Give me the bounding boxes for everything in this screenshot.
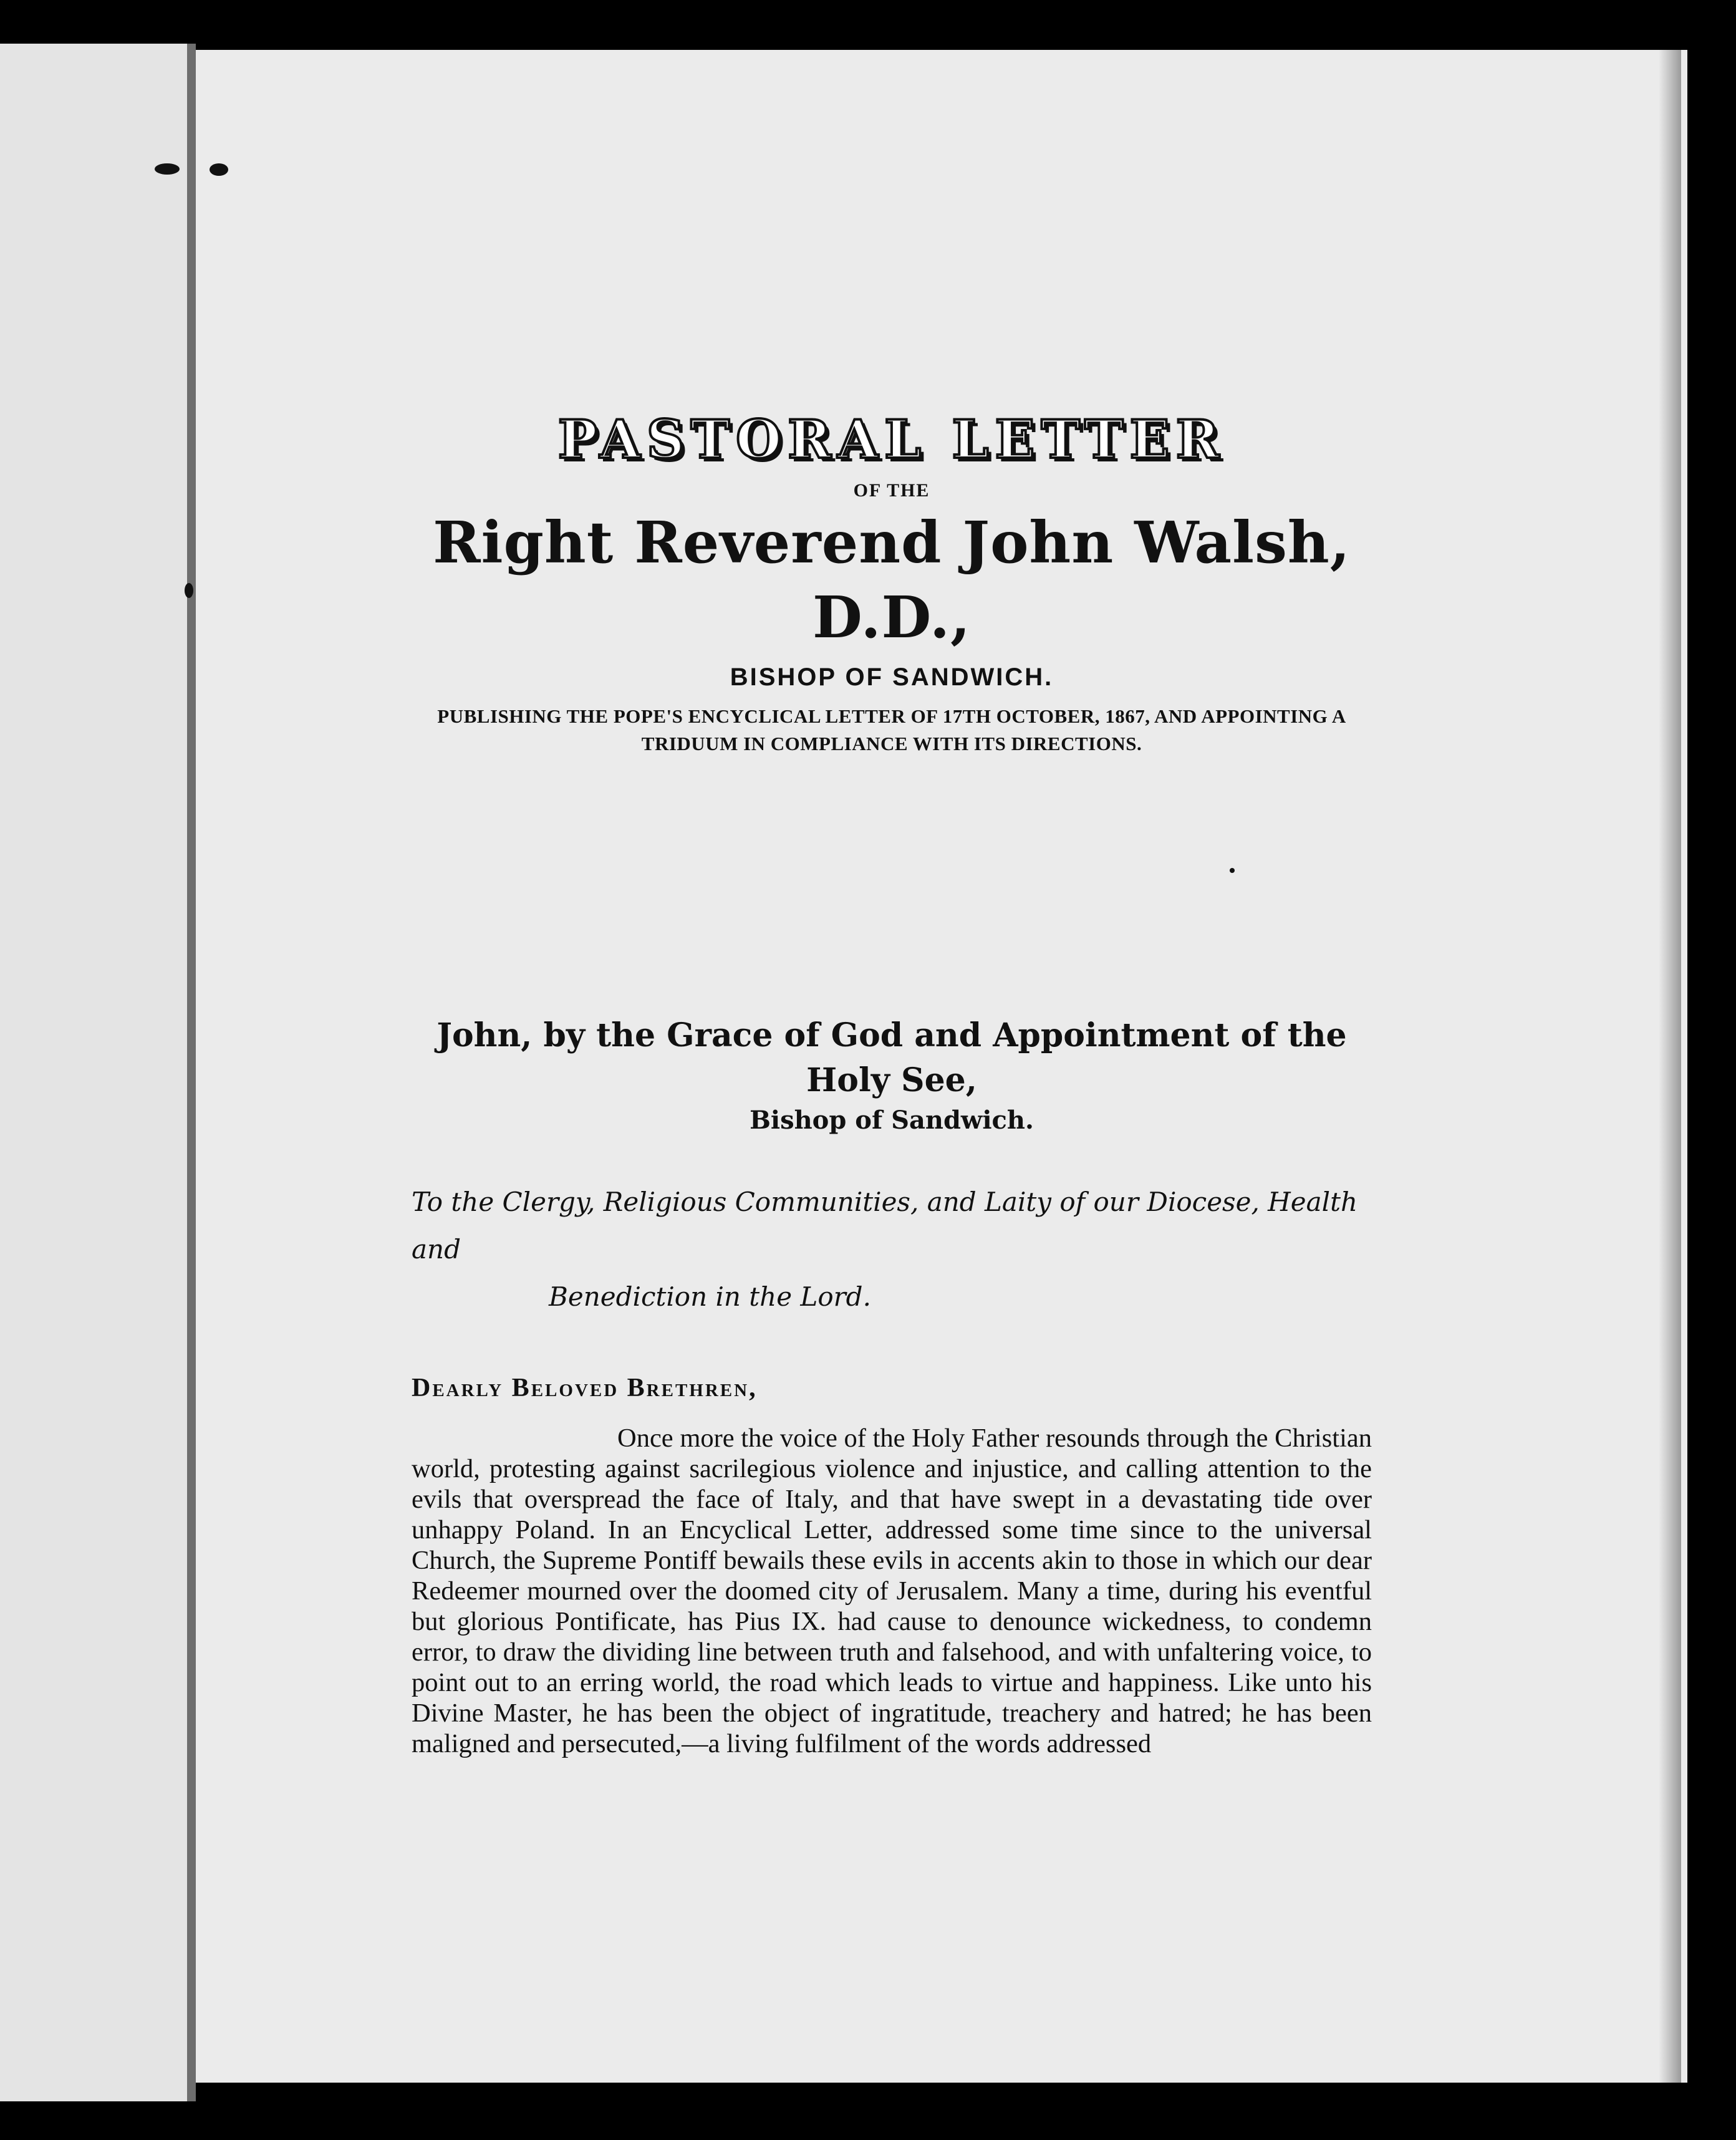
document-title: PASTORAL LETTER xyxy=(557,408,1226,470)
grace-line-bishop: Bishop of Sandwich. xyxy=(750,1106,1034,1135)
salutation: Dearly Beloved Brethren, xyxy=(412,1374,758,1402)
author-name: Right Reverend John Walsh, D.D., xyxy=(433,509,1351,651)
title-of-the: OF THE xyxy=(853,480,930,501)
page-edge-shadow xyxy=(1659,50,1681,2083)
previous-page-edge xyxy=(0,44,187,2101)
ink-speck xyxy=(155,163,180,175)
address-line-1: To the Clergy, Religious Communities, and Laity of our Diocese, Health and xyxy=(412,1187,1358,1265)
author-title: BISHOP OF SANDWICH. xyxy=(730,663,1054,691)
page-gutter xyxy=(187,44,196,2101)
address-line-2: Benediction in the Lord. xyxy=(549,1281,871,1312)
address-block xyxy=(412,1178,1372,1321)
ink-speck xyxy=(185,583,193,598)
grace-line: John, by the Grace of God and Appointment of the Holy See, xyxy=(436,1016,1347,1099)
document-content xyxy=(412,405,1372,1759)
ink-speck xyxy=(210,163,228,176)
document-subtitle: PUBLISHING THE POPE'S ENCYCLICAL LETTER OF 17TH OCTOBER, 1867, AND APPOINTING A TRIDUUM IN COMPLIANCE WITH ITS DIRECTIONS. xyxy=(437,705,1346,754)
body-paragraph-text: Once more the voice of the Holy Father resounds through the Christian world, protesting against sacrilegious violence and injustice, and calling attention to the evils that overspread the face of Italy, and that have swept in a devastating tide over unhappy Poland. In an Encyclical Letter, addressed some time since to the universal Church, the Supreme Pontiff bewails these evils in accents akin to those in which our dear Redeemer mourned over the doomed city of Jerusalem. Many a time, during his eventful but glorious Pontificate, has Pius IX. had cause to denounce wickedness, to condemn error, to draw the dividing line between truth and falsehood, and with unfaltering voice, to point out to an erring world, the road which leads to virtue and happiness. Like unto his Divine Master, he has been the object of ingratitude, treachery and hatred; he has been maligned and persecuted,—a living fulfilment of the words addressed xyxy=(412,1424,1372,1758)
body-paragraph xyxy=(412,1423,1372,1759)
